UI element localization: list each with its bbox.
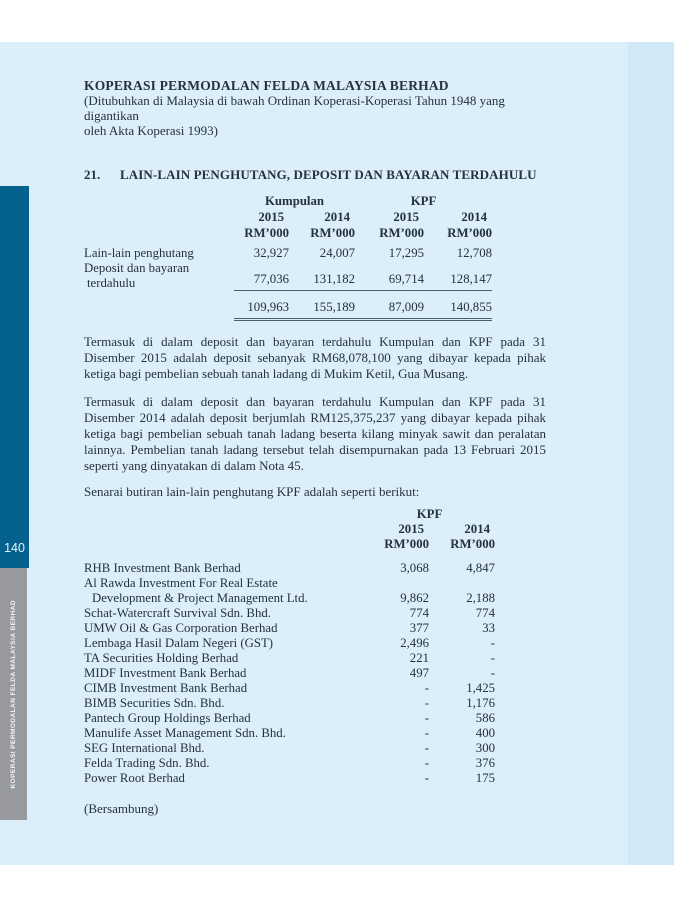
- unit-header: RM’000: [447, 226, 492, 240]
- company-title: KOPERASI PERMODALAN FELDA MALAYSIA BERHAD: [84, 78, 449, 93]
- unit-header: RM’000: [384, 537, 429, 552]
- table-row: [84, 666, 546, 681]
- cell-2015: 497: [409, 666, 429, 681]
- spacer-cell: [84, 225, 234, 241]
- year-header: 2015: [398, 522, 424, 537]
- cell-2014: -: [490, 651, 495, 666]
- table-row: [84, 711, 546, 726]
- total-value: 140,855: [424, 300, 492, 321]
- cell-value: 131,182: [289, 272, 355, 291]
- document-page: [0, 42, 674, 865]
- debtor-name-line2: Development & Project Management Ltd.: [92, 591, 308, 606]
- section-number: 21.: [84, 167, 101, 182]
- page-content: [84, 78, 546, 816]
- paragraph-deposit-2014: Termasuk di dalam deposit dan bayaran terdahulu Kumpulan dan KPF pada 31 Disember 2014 adalah deposit berjumlah RM125,375,237 yang dibayar kepada pihak ketiga bagi pembelian sebuah tanah ladang beserta kilang minyak sawit dan peralatan lainnya. Pembelian tanah ladang tersebut telah disempurnakan pada 13 Februari 2015 seperti yang dinyatakan di dalam Nota 45.: [84, 394, 546, 473]
- cell-2014: 376: [475, 756, 495, 771]
- company-subtitle-line1: (Ditubuhkan di Malaysia di bawah Ordinan Koperasi-Koperasi Tahun 1948 yang digantikan: [84, 93, 505, 123]
- cell-2015: -: [424, 681, 429, 696]
- cell-2015: -: [424, 726, 429, 741]
- cell-2015: 774: [409, 606, 429, 621]
- debtor-name: MIDF Investment Bank Berhad: [84, 666, 247, 681]
- table-row: [84, 771, 546, 786]
- debtor-name: UMW Oil & Gas Corporation Berhad: [84, 621, 278, 636]
- cell-value: 69,714: [355, 272, 424, 291]
- page-number-badge: [0, 186, 29, 568]
- totals-row: [84, 300, 546, 321]
- table-row: [84, 606, 546, 621]
- cell-2014: 400: [475, 726, 495, 741]
- cell-2015: 3,068: [400, 561, 429, 576]
- group-header-kpf: KPF: [410, 194, 437, 208]
- spacer-cell: [84, 209, 234, 225]
- table-row: [84, 621, 546, 636]
- row-label-line2: terdahulu: [87, 276, 136, 290]
- cell-value: 17,295: [388, 246, 424, 260]
- cell-2014: 300: [475, 741, 495, 756]
- sidebar-vertical-bar: [0, 568, 27, 820]
- year-header-row: [84, 522, 546, 537]
- table-row: [84, 576, 546, 606]
- table-row: [84, 561, 546, 576]
- detail-table-rows: [84, 561, 546, 786]
- spacer-cell: [84, 537, 364, 552]
- unit-header-row: [84, 537, 546, 552]
- debtor-name: [84, 576, 364, 606]
- cell-value: 77,036: [234, 272, 289, 291]
- table-row: [84, 696, 546, 711]
- table-row: [84, 261, 546, 291]
- page-number: 140: [4, 541, 25, 555]
- detail-table: [84, 507, 546, 786]
- group-header-row: [84, 193, 546, 209]
- cell-2014: -: [490, 636, 495, 651]
- year-header: 2015: [393, 210, 419, 224]
- cell-2014: 774: [475, 606, 495, 621]
- year-header-row: [84, 209, 546, 225]
- debtor-name: TA Securities Holding Berhad: [84, 651, 239, 666]
- table-row: [84, 246, 546, 261]
- cell-2014: 586: [475, 711, 495, 726]
- year-header: 2014: [464, 522, 490, 537]
- unit-header: RM’000: [450, 537, 495, 552]
- year-header: 2014: [461, 210, 487, 224]
- cell-2015: 9,862: [400, 591, 429, 606]
- cell-value: 32,927: [253, 246, 289, 260]
- spacer-cell: [84, 507, 364, 522]
- table-row: [84, 681, 546, 696]
- total-value: 155,189: [289, 300, 355, 321]
- cell-2014: -: [490, 666, 495, 681]
- cell-2015: -: [424, 711, 429, 726]
- section-title: LAIN-LAIN PENGHUTANG, DEPOSIT DAN BAYARAN TERDAHULU: [120, 167, 537, 182]
- paragraph-deposit-2015: Termasuk di dalam deposit dan bayaran terdahulu Kumpulan dan KPF pada 31 Disember 2015 adalah deposit sebanyak RM68,078,100 yang dibayar kepada pihak ketiga bagi pembelian sebuah tanah ladang di Mukim Ketil, Gua Musang.: [84, 334, 546, 381]
- debtor-name: BIMB Securities Sdn. Bhd.: [84, 696, 225, 711]
- unit-header: RM’000: [379, 226, 424, 240]
- sidebar-vertical-title: KOPERASI PERMODALAN FELDA MALAYSIA BERHAD: [10, 599, 17, 789]
- group-header-kpf: KPF: [416, 507, 443, 522]
- document-header: [84, 78, 546, 138]
- paragraph-senarai-intro: Senarai butiran lain-lain penghutang KPF adalah seperti berikut:: [84, 484, 420, 500]
- debtor-name: Schat-Watercraft Survival Sdn. Bhd.: [84, 606, 271, 621]
- cell-2014: 1,176: [466, 696, 495, 711]
- spacer-cell: [84, 300, 234, 321]
- row-label: [84, 261, 234, 291]
- group-header-kumpulan: Kumpulan: [264, 194, 325, 208]
- cell-value: 12,708: [456, 246, 492, 260]
- cell-2015: -: [424, 756, 429, 771]
- cell-2015: -: [424, 771, 429, 786]
- summary-table: [84, 193, 546, 321]
- total-value: 109,963: [234, 300, 289, 321]
- spacer-cell: [84, 522, 364, 537]
- cell-2014: 2,188: [466, 591, 495, 606]
- table-row: [84, 756, 546, 771]
- table-row: [84, 726, 546, 741]
- cell-2014: 4,847: [466, 561, 495, 576]
- section-heading: [84, 167, 546, 182]
- table-row: [84, 651, 546, 666]
- unit-header: RM’000: [310, 226, 355, 240]
- cell-2015: -: [424, 696, 429, 711]
- total-value: 87,009: [355, 300, 424, 321]
- row-label-line1: Deposit dan bayaran: [84, 261, 190, 275]
- debtor-name: Pantech Group Holdings Berhad: [84, 711, 251, 726]
- debtor-name-line1: Al Rawda Investment For Real Estate: [84, 576, 278, 591]
- cell-2014: 33: [482, 621, 495, 636]
- debtor-name: Felda Trading Sdn. Bhd.: [84, 756, 210, 771]
- cell-2015: 221: [409, 651, 429, 666]
- debtor-name: RHB Investment Bank Berhad: [84, 561, 241, 576]
- table-row: [84, 741, 546, 756]
- company-subtitle-line2: oleh Akta Koperasi 1993): [84, 123, 218, 138]
- debtor-name: Power Root Berhad: [84, 771, 185, 786]
- debtor-name: Lembaga Hasil Dalam Negeri (GST): [84, 636, 274, 651]
- table-row: [84, 636, 546, 651]
- spacer-cell: [84, 193, 234, 209]
- continuation-note: (Bersambung): [84, 801, 159, 817]
- cell-2015: 2,496: [400, 636, 429, 651]
- cell-2015: 377: [409, 621, 429, 636]
- group-header-row: [84, 507, 546, 522]
- debtor-name: SEG International Bhd.: [84, 741, 205, 756]
- cell-2015: -: [424, 741, 429, 756]
- debtor-name: CIMB Investment Bank Berhad: [84, 681, 248, 696]
- row-label: Lain-lain penghutang: [84, 246, 194, 260]
- unit-header-row: [84, 225, 546, 241]
- cell-2014: 175: [475, 771, 495, 786]
- cell-value: 128,147: [424, 272, 492, 291]
- cell-2014: 1,425: [466, 681, 495, 696]
- unit-header: RM’000: [244, 226, 289, 240]
- cell-value: 24,007: [319, 246, 355, 260]
- year-header: 2014: [324, 210, 350, 224]
- year-header: 2015: [258, 210, 284, 224]
- debtor-name: Manulife Asset Management Sdn. Bhd.: [84, 726, 286, 741]
